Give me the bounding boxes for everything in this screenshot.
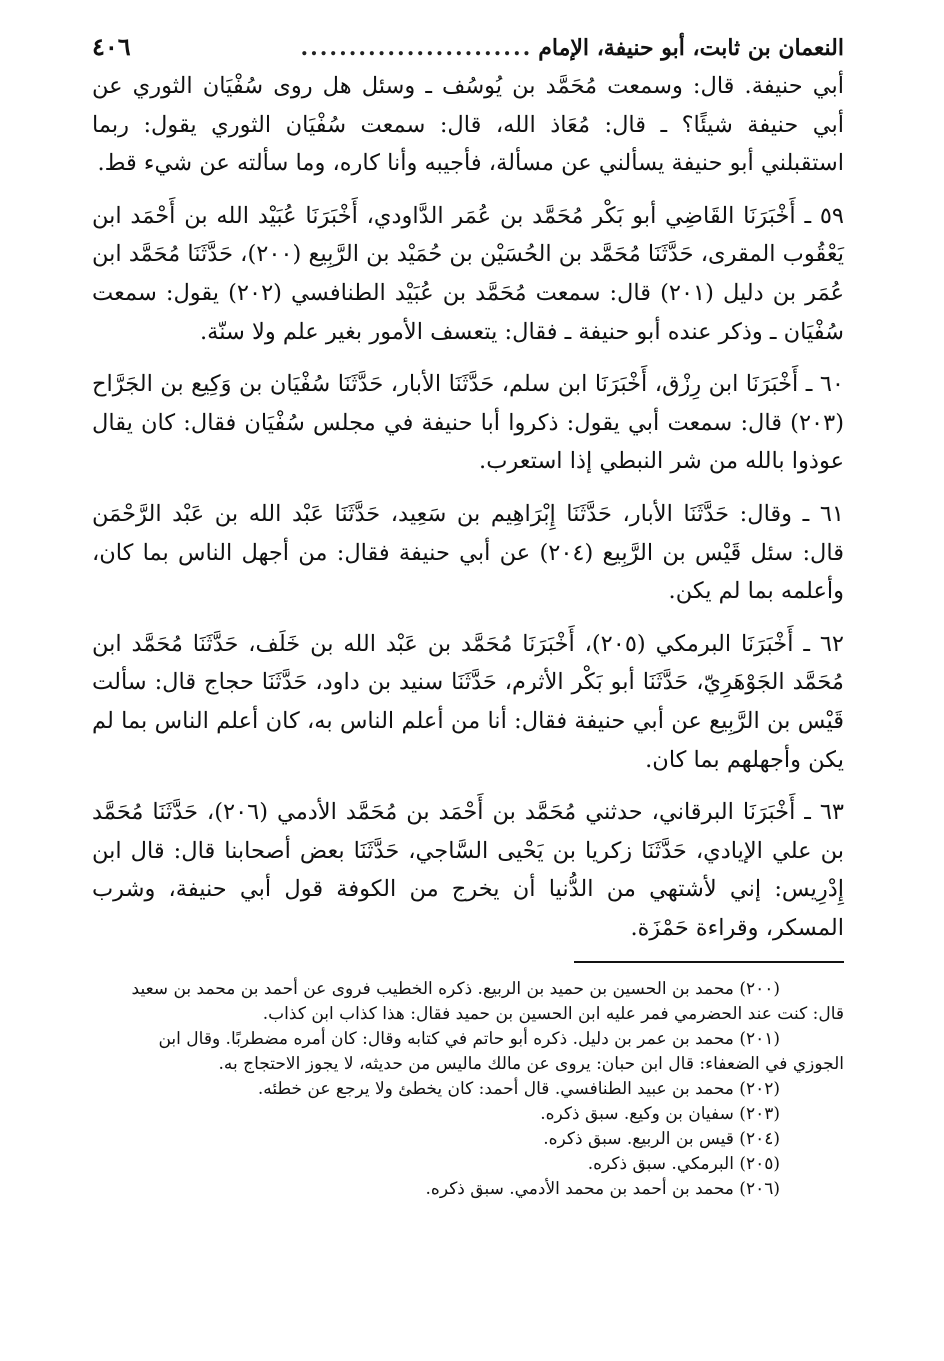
narration-61 — [92, 495, 844, 611]
narration-59 — [92, 197, 844, 351]
leader-dots: ........................ — [300, 35, 533, 61]
paragraph-text: ٦٢ ـ أَخْبَرَنَا البرمكي (٢٠٥)، أَخْبَرَنَا مُحَمَّد بن عَبْد الله بن خَلَف، حَدَّثَنَا مُحَمَّد ابن مُحَمَّد الجَوْهَرِيّ، حَدَّثَنَا أبو بَكْر الأثرم، حَدَّثَنَا سنيد بن داود، حَدَّثَنَا حجاج قال: سألت قَيْس بن الرَّبِيع عن أبي حنيفة فقال: أنا من أعلم الناس به، كان أعلم الناس بما لم يكن وأجهلهم بما كان. — [92, 630, 844, 773]
page-number: ٤٠٦ — [92, 32, 131, 61]
paragraph-text: ٦١ ـ وقال: حَدَّثَنَا الأبار، حَدَّثَنَا إِبْرَاهِيم بن سَعِيد، حَدَّثَنَا عَبْد الله بن عَبْد الرَّحْمَن قال: سئل قَيْس بن الرَّبِيع (٢٠٤) عن أبي حنيفة فقال: من أجهل الناس بما كان، وأعلمه بما لم يكن. — [92, 500, 844, 605]
footnote-201: (٢٠١) محمد بن عمر بن دليل. ذكره أبو حاتم في كتابه وقال: كان أمره مضطربًا. وقال ابن — [158, 1029, 780, 1050]
footnote-divider — [574, 961, 844, 963]
paragraph-text: ٦٠ ـ أَخْبَرَنَا ابن رِزْق، أَخْبَرَنَا ابن سلم، حَدَّثَنَا الأبار، حَدَّثَنَا سُفْيَان بن وَكِيع بن الجَرَّاح (٢٠٣) قال: سمعت أبي يقول: ذكروا أبا حنيفة في مجلس سُفْيَان فقال: كان يقال عوذوا بالله من شر النبطي إذا استعرب. — [92, 371, 844, 475]
running-header — [92, 30, 844, 65]
footnote-203: (٢٠٣) سفيان بن وكيع. سبق ذكره. — [540, 1104, 780, 1125]
footnote-201-continued: الجوزي في الضعفاء: قال ابن حبان: يروى عن مالك ماليس من حديثه، لا يجوز الاحتجاج به. — [218, 1054, 844, 1075]
footnote-200-continued: قال: كنت عند الحضرمي فمر عليه ابن الحسين بن حميد فقال: هذا كذاب ابن كذاب. — [262, 1004, 844, 1025]
running-title: النعمان بن ثابت، أبو حنيفة، الإمام — [538, 35, 844, 61]
paragraph-text: ٥٩ ـ أَخْبَرَنَا القَاضِي أبو بَكْر مُحَمَّد بن عُمَر الدَّاودي، أَخْبَرَنَا عُبَيْد الله بن أَحْمَد ابن يَعْقُوب المقرى، حَدَّثَنَا مُحَمَّد بن الحُسَيْن بن حُمَيْد بن الرَّبِيع (٢٠٠)، حَدَّثَنَا مُحَمَّد ابن عُمَر بن دليل (٢٠١) قال: سمعت مُحَمَّد بن عُبَيْد الطنافسي (٢٠٢) يقول: سمعت سُفْيَان ـ وذكر عنده أبو حنيفة ـ فقال: يتعسف الأمور بغير علم ولا سنّة. — [92, 202, 845, 345]
paragraph-continuation — [92, 67, 844, 183]
footnote-205: (٢٠٥) البرمكي. سبق ذكره. — [587, 1154, 780, 1175]
footnotes — [92, 977, 844, 1202]
footnote-200: (٢٠٠) محمد بن الحسين بن حميد بن الربيع. ذكره الخطيب فروى عن أحمد بن محمد بن سعيد — [131, 979, 780, 1000]
footnote-204: (٢٠٤) قيس بن الربيع. سبق ذكره. — [543, 1129, 780, 1150]
footnote-206: (٢٠٦) محمد بن أحمد بن محمد الأدمي. سبق ذكره. — [425, 1179, 780, 1200]
narration-63 — [92, 793, 844, 947]
narration-62 — [92, 625, 844, 779]
footnote-202: (٢٠٢) محمد بن عبيد الطنافسي. قال أحمد: كان يخطئ ولا يرجع عن خطئه. — [257, 1079, 780, 1100]
paragraph-text: ٦٣ ـ أَخْبَرَنَا البرقاني، حدثني مُحَمَّد بن أَحْمَد بن مُحَمَّد الأدمي (٢٠٦)، حَدَّثَنَا مُحَمَّد بن علي الإيادي، حَدَّثَنَا زكريا بن يَحْيى السَّاجي، حَدَّثَنَا بعض أصحابنا قال: قال ابن إِدْرِيس: إني لأشتهي من الدُّنيا أن يخرج من الكوفة قول أبي حنيفة، وشرب المسكر، وقراءة حَمْزَة. — [92, 799, 844, 941]
paragraph-text: أبي حنيفة. قال: وسمعت مُحَمَّد بن يُوسُف ـ وسئل هل روى سُفْيَان الثوري عن أبي حنيفة شيئًا؟ ـ قال: مُعَاذ الله، قال: سمعت سُفْيَان الثوري يقول: ربما استقبلني أبو حنيفة يسألني عن مسألة، فأجيبه وأنا كاره، وما سألته عن شيء قط. — [92, 73, 844, 177]
narration-60 — [92, 365, 844, 481]
